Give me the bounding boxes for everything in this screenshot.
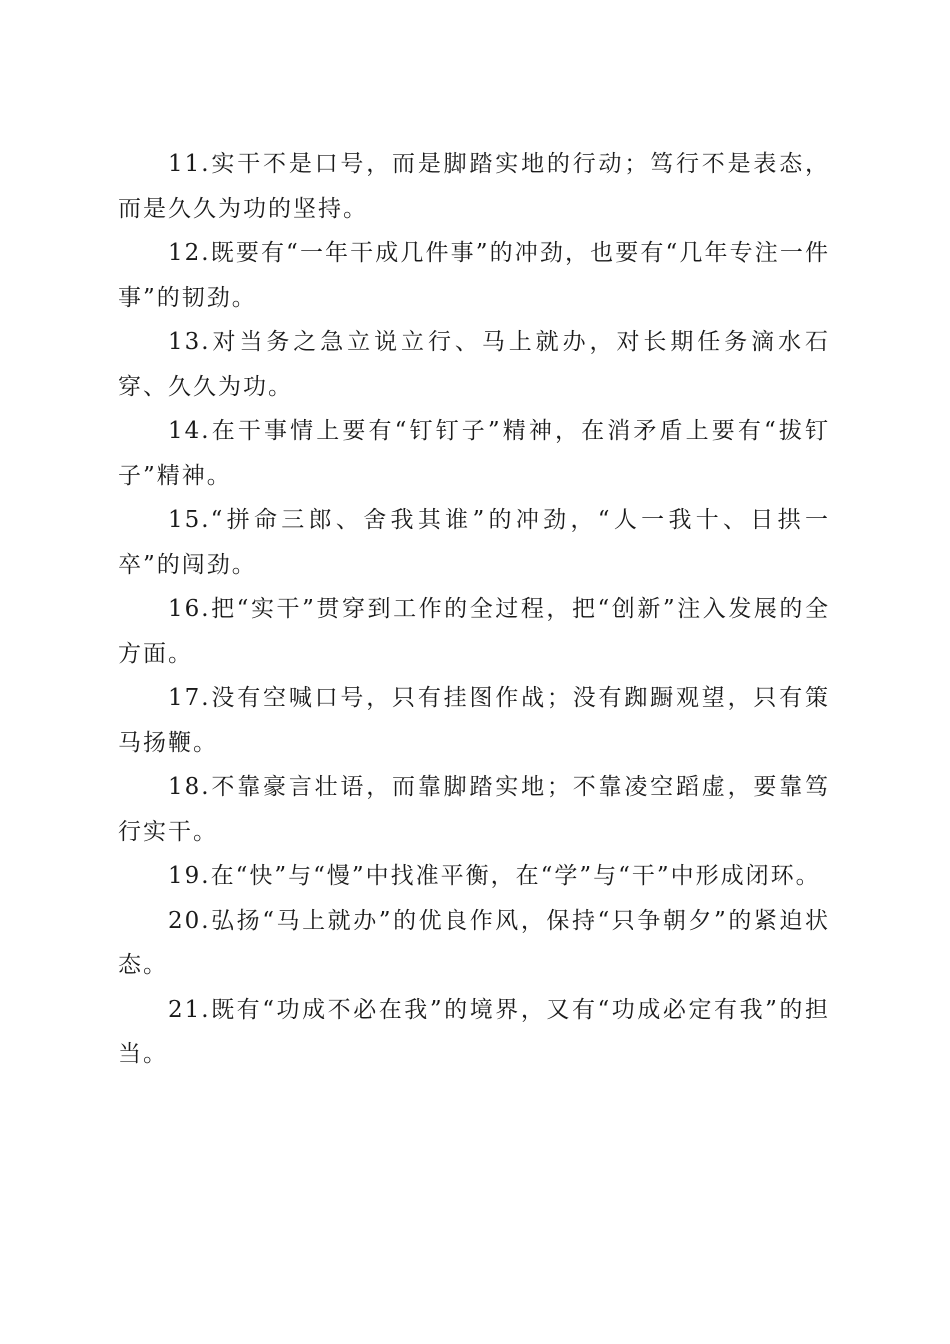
item-text: 对当务之急立说立行、马上就办，对长期任务滴水石穿、久久为功。 xyxy=(118,329,830,400)
list-item xyxy=(118,854,830,899)
list-item xyxy=(118,765,830,854)
list-item xyxy=(118,587,830,676)
item-number: 17. xyxy=(168,685,211,711)
item-text: “拼命三郎、舍我其谁”的冲劲，“人一我十、日拱一卒”的闯劲。 xyxy=(118,507,830,578)
document-body xyxy=(118,142,830,1077)
item-number: 20. xyxy=(168,907,211,934)
item-text: 弘扬“马上就办”的优良作风，保持“只争朝夕”的紧迫状态。 xyxy=(118,907,830,978)
item-text: 没有空喊口号，只有挂图作战；没有踟蹰观望，只有策马扬鞭。 xyxy=(118,685,830,756)
item-text: 既要有“一年干成几件事”的冲劲，也要有“几年专注一件事”的韧劲。 xyxy=(118,240,830,311)
list-item xyxy=(118,676,830,765)
list-item xyxy=(118,988,830,1077)
item-number: 14. xyxy=(168,418,211,444)
item-number: 11. xyxy=(168,151,211,177)
item-text: 在干事情上要有“钉钉子”精神，在消矛盾上要有“拔钉子”精神。 xyxy=(118,418,830,489)
item-text: 把“实干”贯穿到工作的全过程，把“创新”注入发展的全方面。 xyxy=(118,596,830,667)
item-number: 21. xyxy=(168,996,211,1023)
item-number: 18. xyxy=(168,774,211,800)
list-item xyxy=(118,498,830,587)
item-text: 既有“功成不必在我”的境界，又有“功成必定有我”的担当。 xyxy=(118,996,830,1067)
item-number: 12. xyxy=(168,240,211,266)
item-text: 在“快”与“慢”中找准平衡，在“学”与“干”中形成闭环。 xyxy=(210,863,821,889)
list-item xyxy=(118,231,830,320)
item-number: 19. xyxy=(168,863,211,889)
list-item xyxy=(118,899,830,988)
item-number: 16. xyxy=(168,596,211,622)
item-number: 13. xyxy=(168,329,211,355)
list-item xyxy=(118,142,830,231)
list-item xyxy=(118,409,830,498)
list-item xyxy=(118,320,830,409)
item-number: 15. xyxy=(168,507,211,533)
item-text: 不靠豪言壮语，而靠脚踏实地；不靠凌空蹈虚，要靠笃行实干。 xyxy=(118,774,830,845)
item-text: 实干不是口号，而是脚踏实地的行动；笃行不是表态，而是久久为功的坚持。 xyxy=(118,151,830,222)
